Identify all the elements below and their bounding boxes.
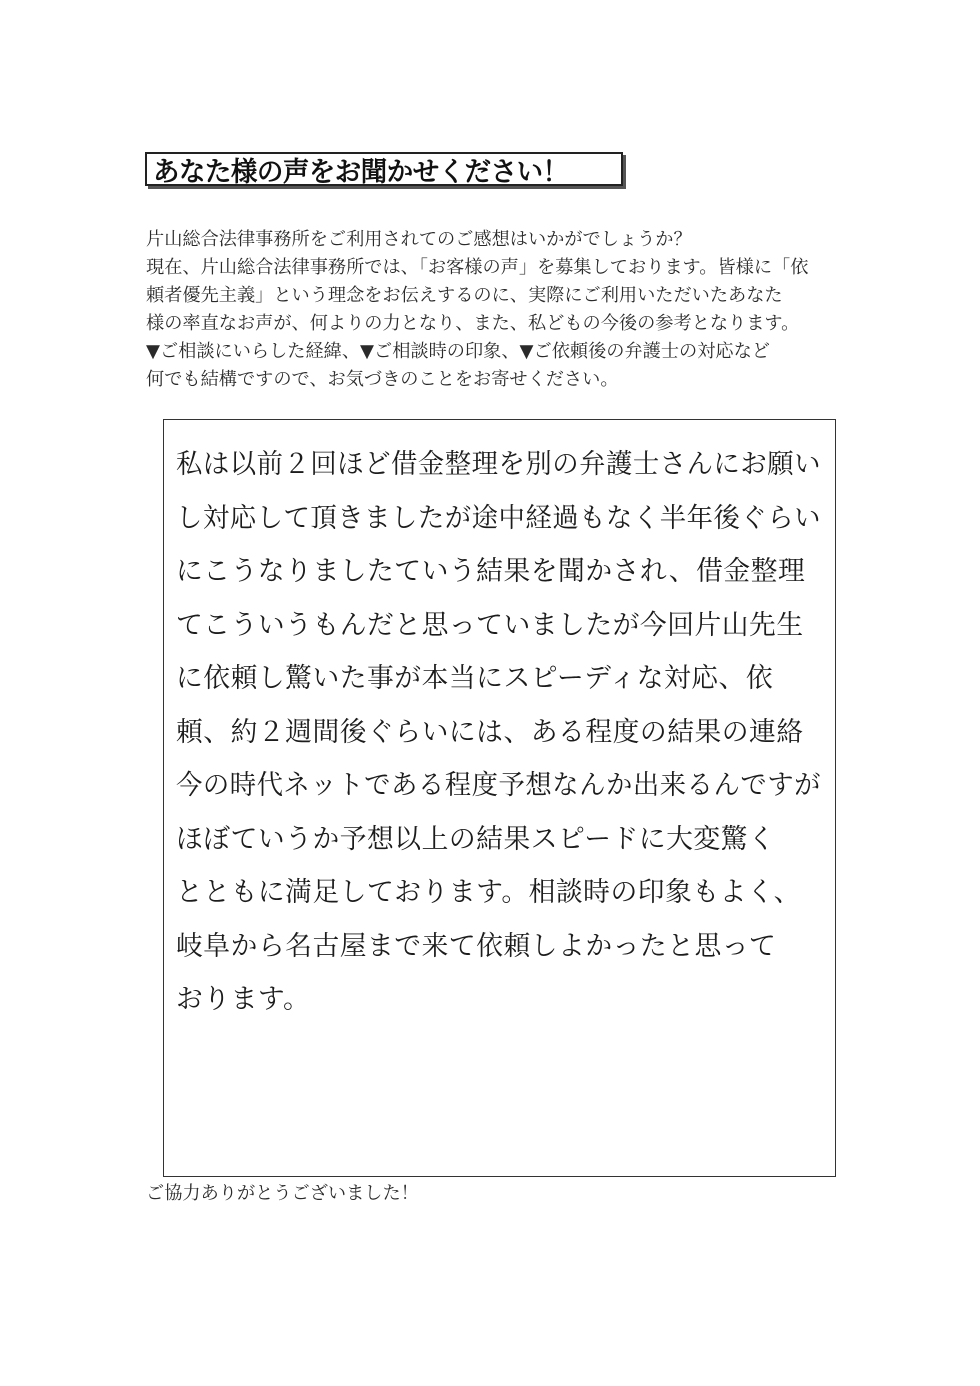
handwritten-line: 頼、約２週間後ぐらいには、ある程度の結果の連絡 (176, 716, 804, 748)
page-title: あなた様の声をお聞かせください！ (153, 156, 569, 188)
handwritten-line: 岐阜から名古屋まで来て依頼しよかったと思って (176, 930, 777, 962)
answer-box (163, 419, 836, 1177)
handwritten-line: ほぼていうか予想以上の結果スピードに大変驚く (176, 823, 776, 855)
intro-text (146, 226, 846, 394)
intro-line: ▼ご相談にいらした経緯、▼ご相談時の印象、▼ご依頼後の弁護士の対応など (146, 341, 770, 362)
handwritten-line: おります。 (176, 984, 311, 1015)
handwritten-line: とともに満足しております。相談時の印象もよく、 (176, 877, 801, 908)
handwritten-line: し対応して頂きましたが途中経過もなく半年後ぐらい (176, 502, 821, 534)
intro-line: 様の率直なお声が、何よりの力となり、また、私どもの今後の参考となります。 (146, 313, 800, 334)
handwritten-line: 今の時代ネットである程度予想なんか出来るんですが (176, 770, 821, 801)
intro-line: 片山総合法律事務所をご利用されてのご感想はいかがでしょうか？ (146, 229, 692, 250)
handwritten-answer (176, 438, 826, 1027)
handwritten-line: にこうなりましたていう結果を聞かされ、借金整理 (176, 556, 806, 587)
intro-line: 頼者優先主義」という理念をお伝えするのに、実際にご利用いただいたあなた (146, 285, 783, 306)
intro-line: 現在、片山総合法律事務所では、「お客様の声」を募集しております。皆様に「依 (146, 257, 809, 278)
handwritten-line: てこういうもんだと思っていましたが今回片山先生 (176, 609, 804, 641)
title-box (145, 152, 623, 186)
handwritten-line: に依頼し驚いた事が本当にスピーディな対応、依 (176, 663, 774, 694)
intro-line: 何でも結構ですので、お気づきのことをお寄せください。 (146, 369, 619, 390)
handwritten-line: 私は以前２回ほど借金整理を別の弁護士さんにお願い (176, 449, 821, 480)
thanks-text: ご協力ありがとうございました！ (146, 1183, 419, 1204)
